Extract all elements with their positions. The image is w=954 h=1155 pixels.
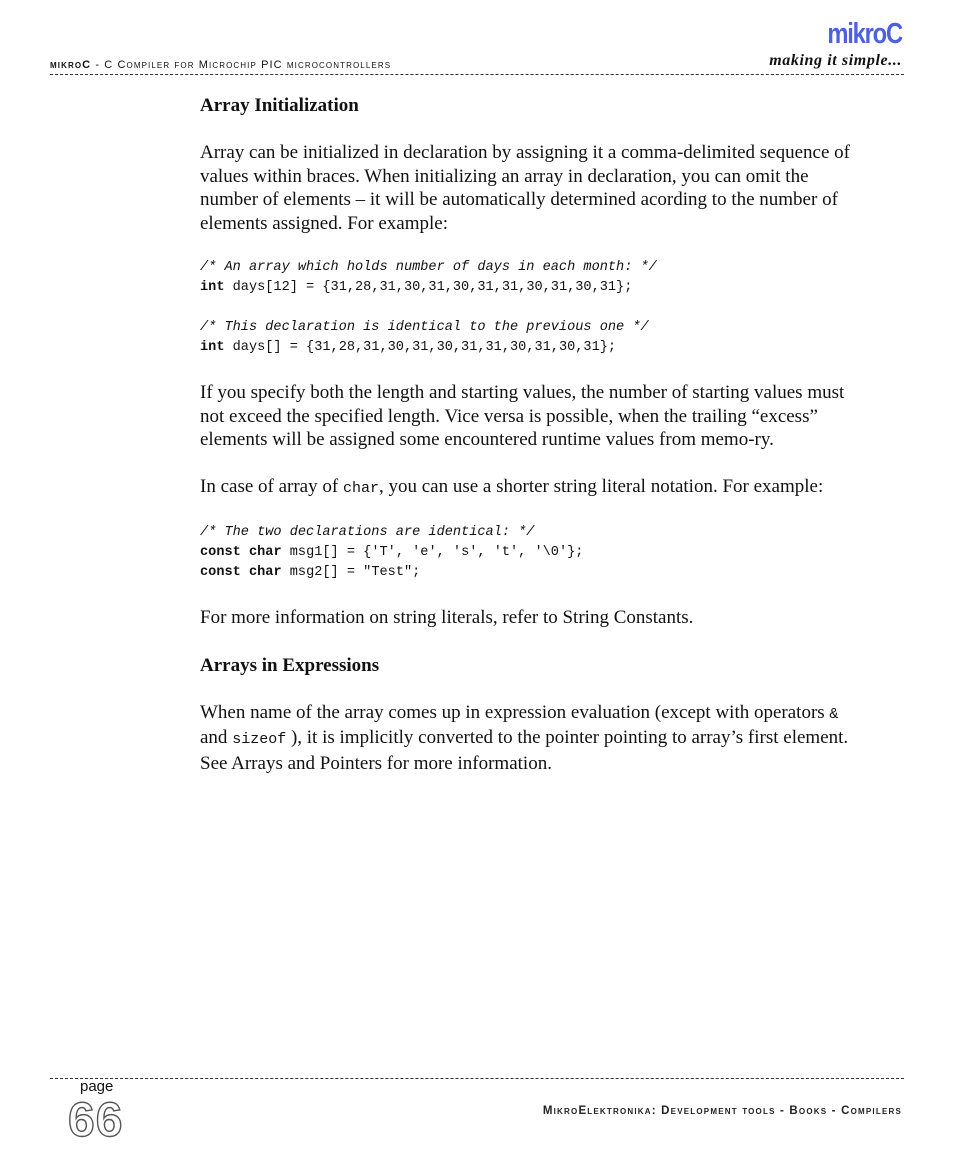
text-span: and	[200, 727, 233, 748]
running-header	[50, 59, 391, 71]
text-span: When name of the array comes up in expression evaluation (except with operators	[200, 701, 830, 723]
code-block-days	[200, 258, 860, 358]
code-comment: /* The two declarations are identical: */	[200, 525, 535, 540]
inline-code-ampersand: &	[829, 705, 839, 723]
page-label: page	[80, 1078, 114, 1095]
code-line: days[] = {31,28,31,30,31,30,31,31,30,31,30,31};	[224, 340, 617, 355]
paragraph-expressions	[200, 701, 860, 776]
text-span: In case of array of	[200, 475, 343, 497]
mikroc-logo: mikroC	[827, 18, 902, 50]
paragraph-initialization: Array can be initialized in declaration by assigning it a comma-delimited sequence of values within braces. When initializing an array in declaration, you can omit the number of elements – it will be automatically determined acording to the number of elements assigned. For example:	[200, 142, 850, 234]
header-rule	[50, 74, 904, 75]
code-line: msg2[] = "Test";	[281, 565, 421, 580]
footer-rule	[50, 1078, 904, 1079]
paragraph-char	[200, 475, 860, 501]
code-keyword: int	[200, 280, 225, 295]
publisher-footer: MikroElektronika: Development tools - Books - Compilers	[542, 1105, 902, 1117]
code-keyword: char	[248, 565, 282, 580]
page-number: 66	[68, 1094, 124, 1147]
inline-code-char: char	[342, 479, 379, 497]
section-title-array-initialization: Array Initialization	[200, 95, 359, 116]
code-block-msg	[200, 523, 860, 583]
header-brand: mikroC	[50, 59, 92, 71]
code-comment: /* This declaration is identical to the previous one */	[200, 320, 649, 335]
header-subtitle: - C Compiler for Microchip PIC microcontrollers	[91, 59, 392, 71]
code-keyword: const	[200, 545, 241, 560]
paragraph-length: If you specify both the length and starting values, the number of starting values must not exceed the specified length. Vice versa is possible, when the trailing “excess” elements will be assigned some encountered runtime values from memo-ry.	[200, 382, 845, 450]
code-keyword: int	[200, 340, 225, 355]
text-span: , you can use a shorter string literal notation. For example:	[378, 475, 824, 497]
text-span: ), it is implicitly converted to the pointer pointing to array’s first element. See Arrays and Pointers for more information.	[200, 727, 849, 774]
code-line: days[12] = {31,28,31,30,31,30,31,31,30,31,30,31};	[224, 280, 633, 295]
section-title-arrays-in-expressions: Arrays in Expressions	[200, 654, 380, 676]
code-keyword: const	[200, 565, 241, 580]
code-keyword: char	[248, 545, 282, 560]
paragraph-string-literals: For more information on string literals, refer to String Constants.	[200, 607, 694, 628]
code-comment: /* An array which holds number of days in each month: */	[200, 260, 657, 275]
inline-code-sizeof: sizeof	[232, 731, 287, 748]
code-line: msg1[] = {'T', 'e', 's', 't', '\0'};	[281, 545, 584, 560]
tagline: making it simple...	[769, 52, 902, 69]
page-content	[200, 94, 860, 775]
